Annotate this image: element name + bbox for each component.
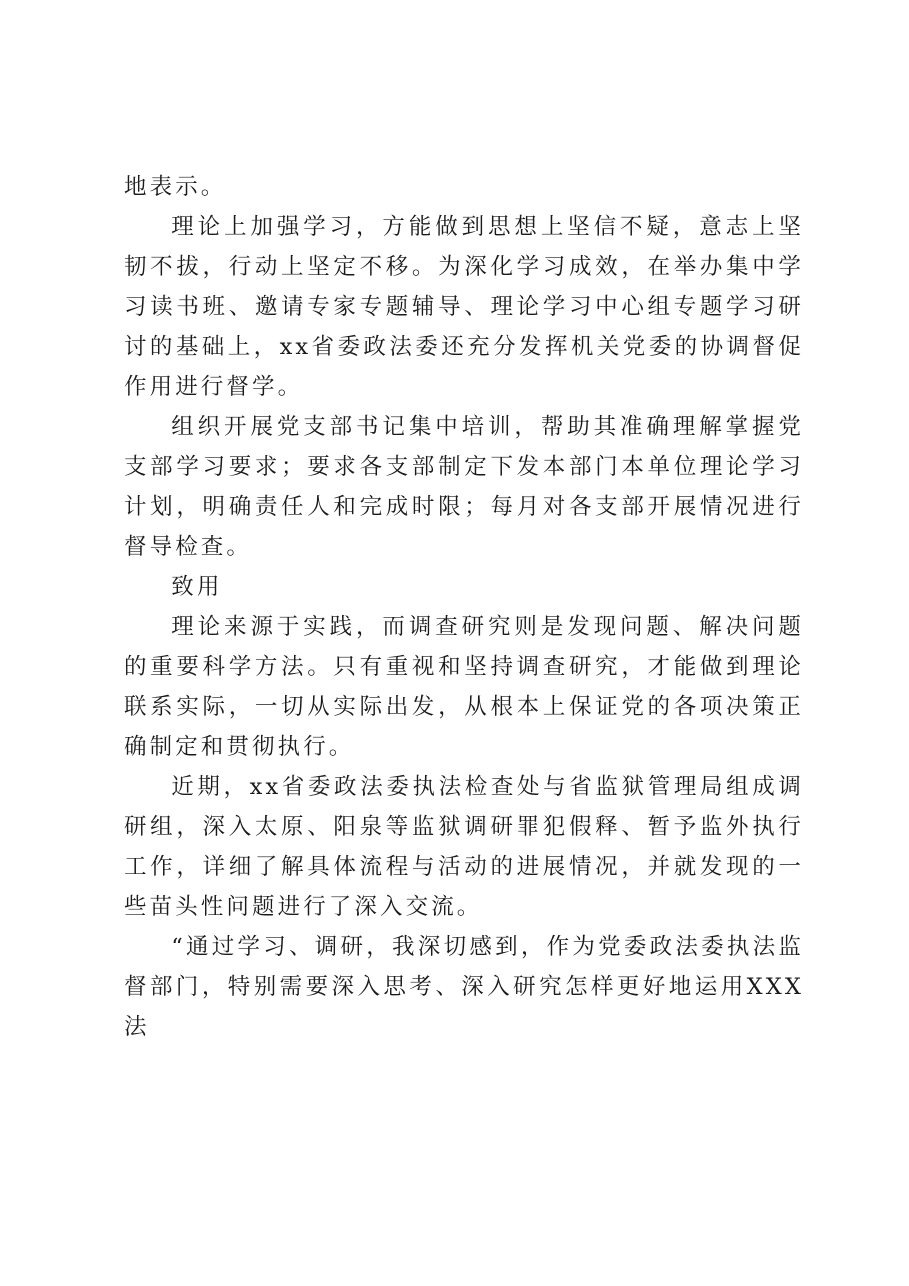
document-body	[124, 167, 804, 1047]
paragraph-practice: 理论来源于实践，而调查研究则是发现问题、解决问题的重要科学方法。只有重视和坚持调查研究，才能做到理论联系实际，一切从实际出发，从根本上保证党的各项决策正确制定和贯彻执行。	[124, 614, 804, 760]
paragraph-recent-research: 近期，xx省委政法委执法检查处与省监狱管理局组成调研组，深入太原、阳泉等监狱调研罪犯假释、暂予监外执行工作，详细了解具体流程与活动的进展情况，并就发现的一些苗头性问题进行了深入交流。	[124, 774, 804, 920]
section-heading: 致用	[171, 574, 223, 600]
paragraph-theory-study: 理论上加强学习，方能做到思想上坚信不疑，意志上坚韧不拔，行动上坚定不移。为深化学习成效，在举办集中学习读书班、邀请专家专题辅导、理论学习中心组专题学习研讨的基础上，xx省委政法委还充分发挥机关党委的协调督促作用进行督学。	[124, 214, 804, 400]
paragraph-branch-training: 组织开展党支部书记集中培训，帮助其准确理解掌握党支部学习要求；要求各支部制定下发本部门本单位理论学习计划，明确责任人和完成时限；每月对各支部开展情况进行督导检查。	[124, 414, 804, 560]
paragraph-continuation: 地表示。	[124, 174, 227, 200]
paragraph-quote: “通过学习、调研，我深切感到，作为党委政法委执法监督部门，特别需要深入思考、深入研究怎样更好地运用XXX法	[124, 934, 804, 1040]
